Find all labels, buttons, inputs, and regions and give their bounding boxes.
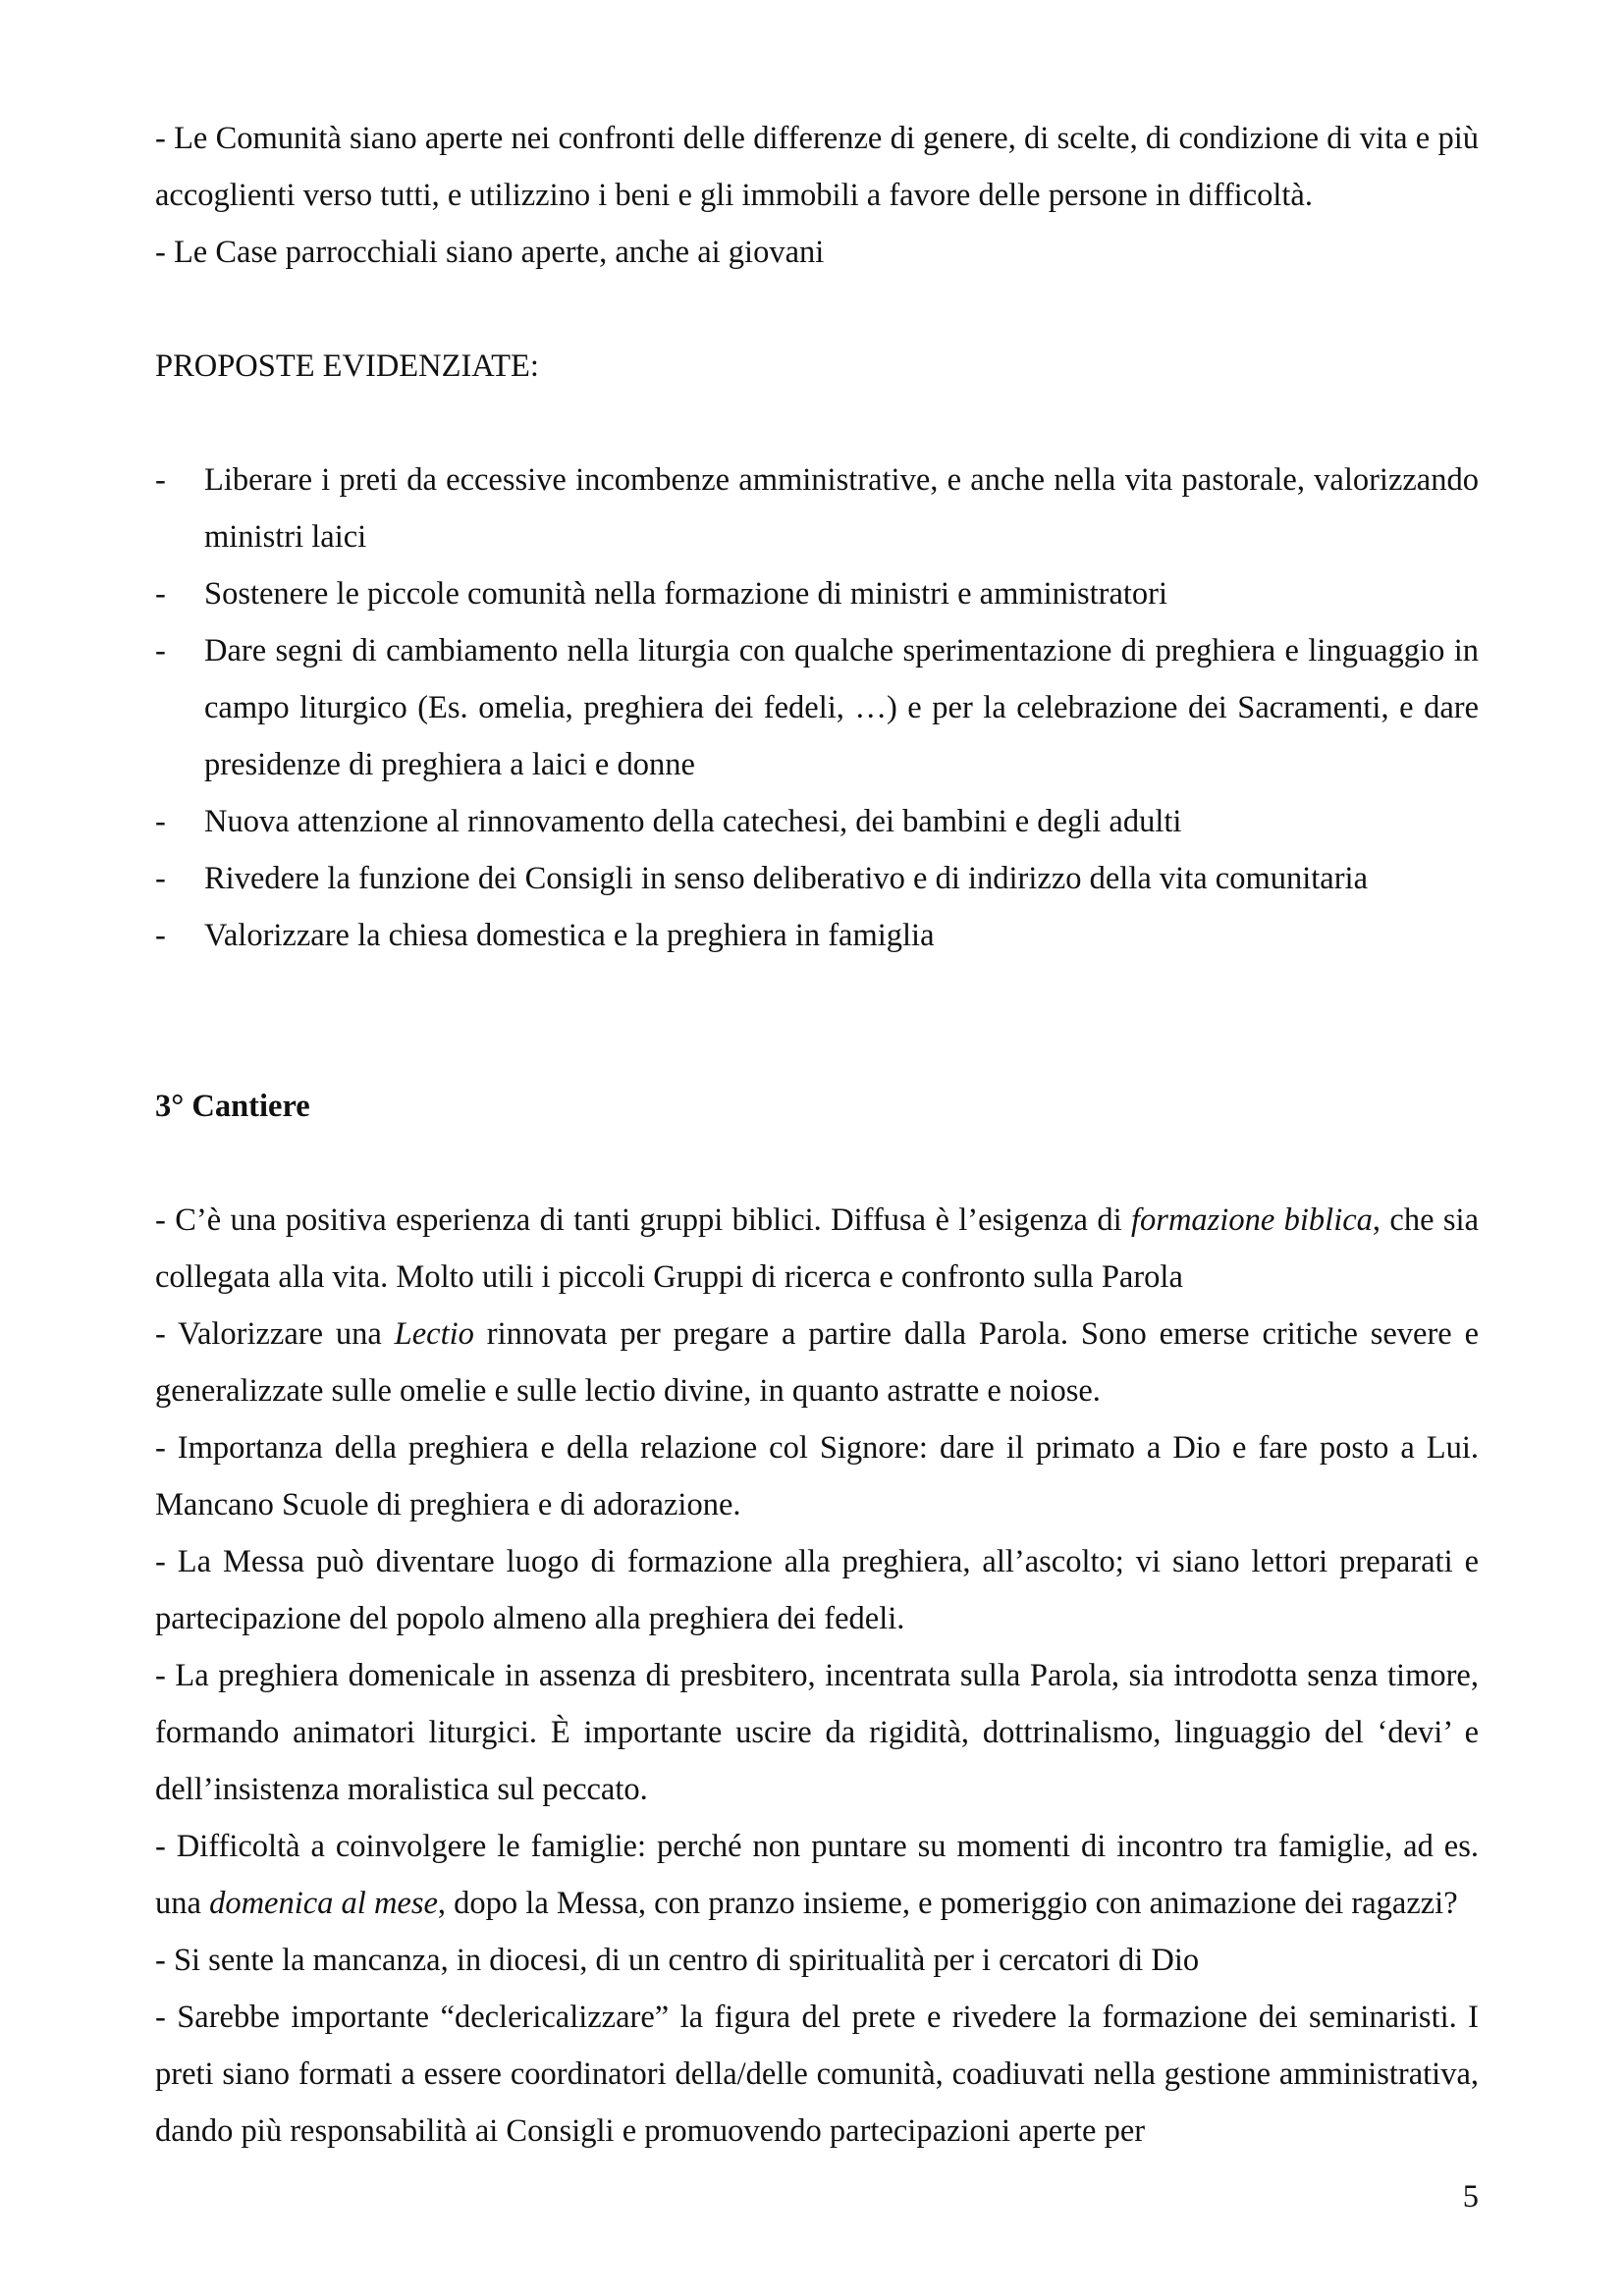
- emphasis-text: formazione biblica: [1131, 1202, 1373, 1238]
- text-run: , che sia collegata alla vita. Molto utili i piccoli Gruppi di ricerca e confronto sulla Parola: [155, 1202, 1480, 1295]
- list-item: [155, 565, 1479, 622]
- list-item: [155, 452, 1479, 565]
- list-dash: -: [155, 918, 166, 953]
- emphasis-text: Lectio: [394, 1316, 474, 1352]
- list-item-text: Dare segni di cambiamento nella liturgia con qualche sperimentazione di preghiera e linguaggio in campo liturgico (Es. omelia, preghiera dei fedeli, …) e per la celebrazione dei Sacramenti, e dare presidenze di preghiera a laici e donne: [204, 633, 1479, 782]
- proposals-list: [155, 452, 1479, 964]
- emphasis-text: domenica al mese: [209, 1886, 438, 1921]
- list-dash: -: [155, 804, 166, 839]
- list-item-text: Liberare i preti da eccessive incombenze amministrative, e anche nella vita pastorale, valorizzando ministri laici: [204, 462, 1479, 555]
- section-title: 3° Cantiere: [155, 1089, 310, 1124]
- list-dash: -: [155, 576, 166, 612]
- list-item: [155, 793, 1479, 850]
- list-dash: -: [155, 462, 166, 498]
- paragraph-spirituality-center: - Si sente la mancanza, in diocesi, di un centro di spiritualità per i cercatori di Dio: [155, 1943, 1200, 1978]
- text-run: , dopo la Messa, con pranzo insieme, e pomeriggio con animazione dei ragazzi?: [437, 1886, 1458, 1921]
- paragraph-families: [155, 1818, 1479, 1932]
- paragraph-lectio: [155, 1306, 1479, 1419]
- paragraph-declericalize: - Sarebbe importante “declericalizzare” la figura del prete e rivedere la formazione dei seminaristi. I preti siano formati a essere coordinatori della/delle comunità, coadiuvati nella gestione amministrativa, dando più responsabilità ai Consigli e promuovendo partecipazioni aperte per: [155, 2000, 1479, 2149]
- text-run: - Difficoltà a coinvolgere le famiglie: perché non puntare su momenti di incontro tra famiglie, ad es. una: [155, 1829, 1479, 1921]
- paragraph-parish-houses: - Le Case parrocchiali siano aperte, anche ai giovani: [155, 235, 825, 270]
- paragraph-mass: - La Messa può diventare luogo di formazione alla preghiera, all’ascolto; vi siano lettori preparati e partecipazione del popolo almeno alla preghiera dei fedeli.: [155, 1544, 1479, 1636]
- list-item: [155, 907, 1479, 964]
- list-item-text: Rivedere la funzione dei Consigli in senso deliberativo e di indirizzo della vita comunitaria: [204, 861, 1368, 896]
- text-run: rinnovata per pregare a partire dalla Parola. Sono emerse critiche severe e generalizzate sulle omelie e sulle lectio divine, in quanto astratte e noiose.: [155, 1316, 1480, 1409]
- list-dash: -: [155, 633, 166, 668]
- document-page: [155, 110, 1479, 2160]
- text-run: - Valorizzare una: [155, 1316, 395, 1352]
- text-run: - C’è una positiva esperienza di tanti gruppi biblici. Diffusa è l’esigenza di: [155, 1202, 1132, 1238]
- page-number: 5: [1462, 2179, 1479, 2215]
- list-item: [155, 622, 1479, 793]
- paragraph-biblical-groups: [155, 1192, 1479, 1306]
- list-item: [155, 850, 1479, 907]
- list-item-text: Nuova attenzione al rinnovamento della catechesi, dei bambini e degli adulti: [204, 804, 1182, 839]
- list-item-text: Sostenere le piccole comunità nella formazione di ministri e amministratori: [204, 576, 1168, 612]
- paragraph-communities-open: - Le Comunità siano aperte nei confronti delle differenze di genere, di scelte, di condizione di vita e più accoglienti verso tutti, e utilizzino i beni e gli immobili a favore delle persone in difficoltà.: [155, 121, 1479, 213]
- list-dash: -: [155, 861, 166, 896]
- paragraph-sunday-prayer: - La preghiera domenicale in assenza di presbitero, incentrata sulla Parola, sia introdotta senza timore, formando animatori liturgici. È importante uscire da rigidità, dottrinalismo, linguaggio del ‘devi’ e dell’insistenza moralistica sul peccato.: [155, 1658, 1479, 1807]
- proposals-heading: PROPOSTE EVIDENZIATE:: [155, 348, 539, 384]
- paragraph-prayer-importance: - Importanza della preghiera e della relazione col Signore: dare il primato a Dio e fare posto a Lui. Mancano Scuole di preghiera e di adorazione.: [155, 1430, 1479, 1522]
- list-item-text: Valorizzare la chiesa domestica e la preghiera in famiglia: [204, 918, 935, 953]
